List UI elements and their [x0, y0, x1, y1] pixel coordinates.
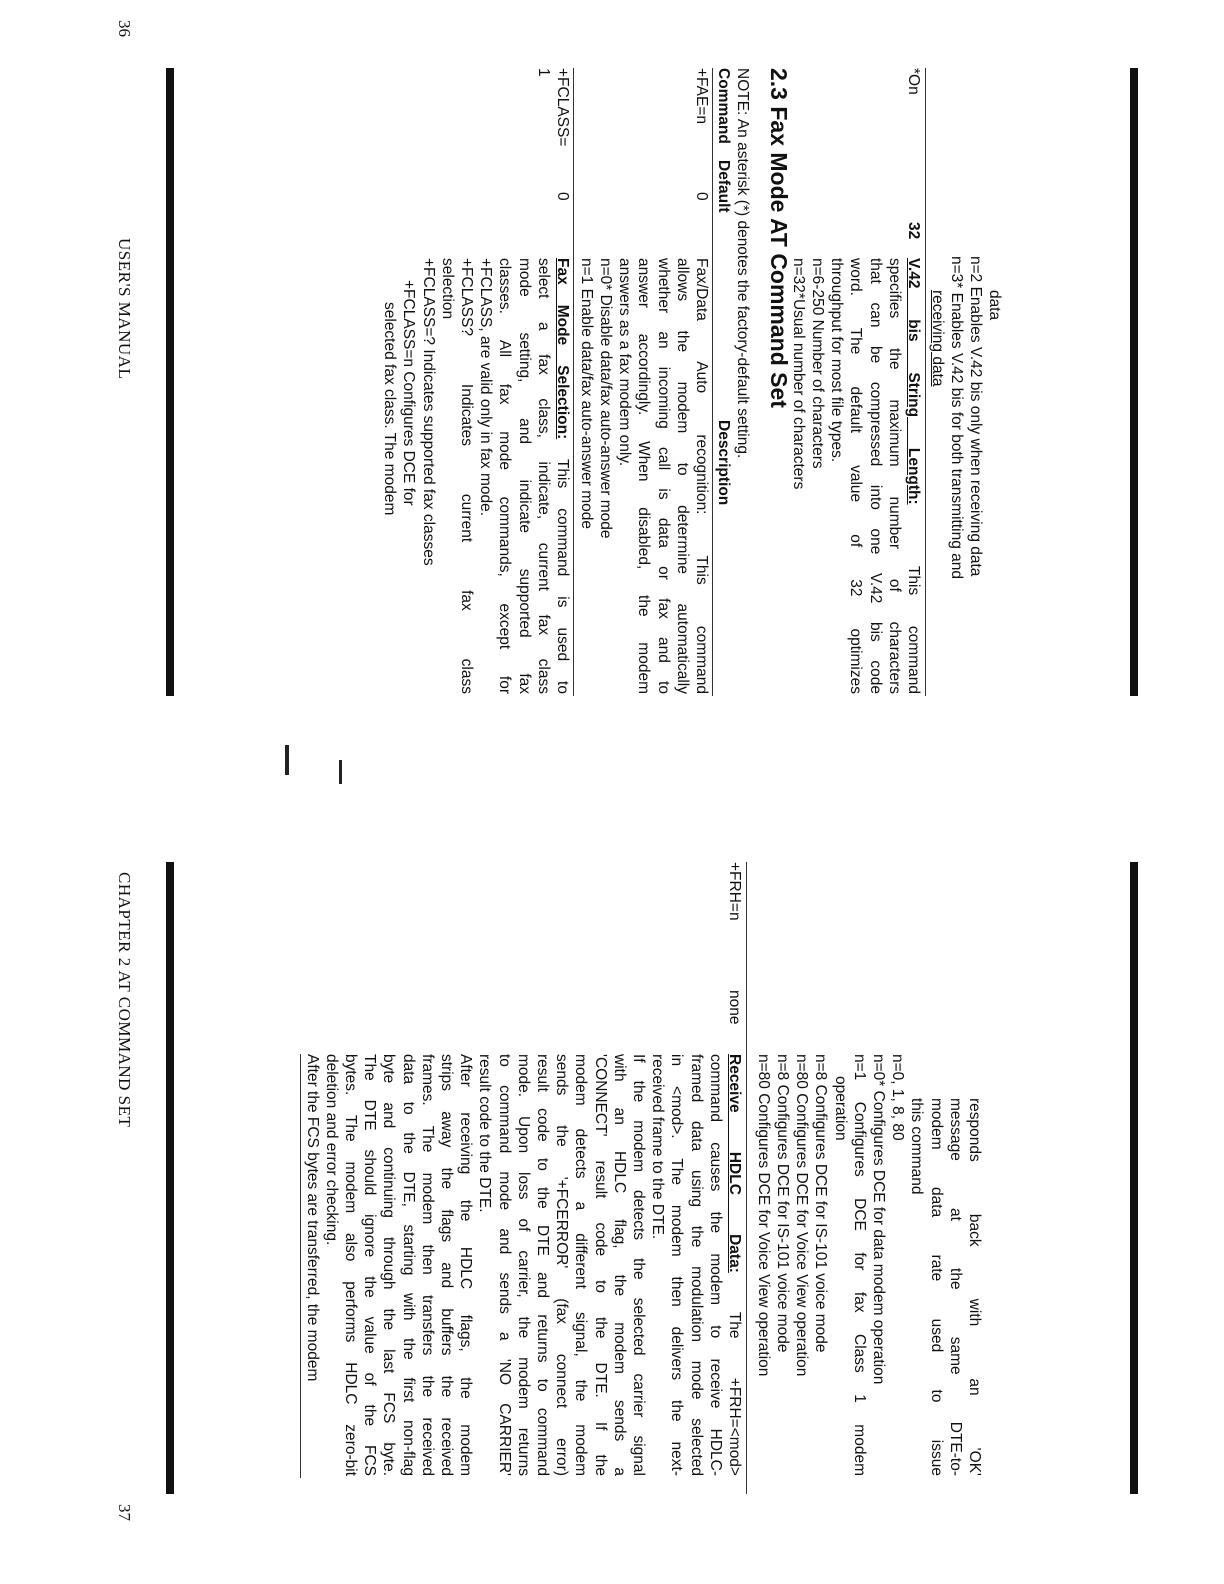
cont-line: receiving data [929, 290, 946, 387]
page-number: 37 [115, 1504, 134, 1521]
cont-line: n=3* Enables V.42 bis for both transmitting and [948, 256, 965, 579]
row-divider [573, 68, 574, 696]
frh-title: Receive HDLC Data: [726, 1054, 743, 1273]
scan-mark [285, 745, 289, 775]
fae-description: Fax/Data Auto recognition: This command allows the modem to determine automatically whether an incoming call is data or fax and to answer accordingly. When disabled, the modem answers as a fax modem only. n=0* Disable data/fax auto-answer mode n=1 Enable data/fax auto-answer mode [577, 258, 710, 694]
row-divider [746, 862, 747, 1494]
command-fclass: +FCLASS= [554, 68, 571, 147]
footer-title: CHAPTER 2 AT COMMAND SET [115, 872, 134, 1128]
v42-title: V.42 bis String Length: [905, 258, 922, 505]
col-default: Default [715, 160, 732, 213]
command-on: *On [905, 68, 922, 95]
fclass-continuation: responds back with an 'OK' message at the same DTE-to- modem data rate used to issue this command n=0, 1, 8, 80 n=0* Configures DCE for data modem operation n=1 Configures DCE for fax Class 1 modem operation n=8 Configures DCE for IS-101 voice mode n=80 Configures DCE for Voice View operation n=8 Configures DCE for IS-101 voice mode n=80 Configures DCE for Voice View operation [754, 1054, 983, 1476]
command-frh: +FRH=n [726, 862, 743, 921]
bottom-rule-bar [166, 68, 174, 696]
col-command: Command [715, 68, 732, 144]
top-rule-bar [1130, 68, 1138, 696]
default-fclass: 0 [554, 192, 571, 201]
row-divider [925, 68, 926, 696]
bottom-divider [300, 1054, 301, 1478]
default-fae: 0 [693, 192, 710, 201]
col-description: Description [715, 420, 732, 506]
footer-title: USER'S MANUAL [115, 238, 134, 380]
cont-line: n=2 Enables V.42 bis only when receiving data [967, 256, 984, 577]
frh-description: Receive HDLC Data: The +FRH=<mod> command causes the modem to receive HDLC- framed data using the modulation mode selected in <mod>. The modem then delivers the next- received frame to the DTE. If the modem detects the selected carrier signal with an HDLC flag, the modem sends a 'CONNECT' result code to the DTE. If the modem detects a different signal, the modem sends the '+FCERROR' (fax connect error) result code to the DTE and returns to command mode. Upon loss of carrier, the modem returns to command mode and sends a 'NO CARRIER' result code to the DTE. After receiving the HDLC flags, the modem strips away the flags and buffers the received frames. The modem then transfers the received data to the DTE, starting with the first non-flag byte and continuing through the last FCS byte. The DTE should ignore the value of the FCS bytes. The modem also performs HDLC zero-bit deletion and error checking. After the FCS bytes are transferred, the modem [303, 1054, 743, 1476]
bottom-rule-bar [166, 862, 174, 1494]
default-frh: none [726, 990, 743, 1025]
fclass-title: Fax Mode Selection: [554, 258, 571, 440]
top-rule-bar [1130, 862, 1138, 1494]
cont-line: data [986, 290, 1003, 321]
command-fclass-cont: 1 [535, 68, 552, 77]
default-on: 32 [905, 222, 922, 240]
section-title: 2.3 Fax Mode AT Command Set [766, 68, 792, 408]
scan-mark [339, 760, 342, 784]
note-text: NOTE: An asterisk (*) denotes the factory-default setting. [734, 68, 751, 459]
v42-description: V.42 bis String Length: This command specifies the maximum number of characters that can be compressed into one V.42 bis code word. The default value of 32 optimizes throughput for most file types. n=6-250 Number of characters n=32*Usual number of characters [789, 258, 922, 694]
page-37 [0, 792, 1224, 1584]
page-number: 36 [115, 20, 134, 37]
command-fae: +FAE=n [693, 68, 710, 125]
header-divider [712, 68, 713, 696]
fclass-description: Fax Mode Selection: This command is used to select a fax class, indicate, current fax class mode setting, and indicate supported fax classes. All fax mode commands, except for +FCLASS, are valid only in fax mode. +FCLASS? Indicates current fax class selection +FCLASS=? Indicates supported fax classes +FCLASS=n Configures DCE for selected fax class. The modem [381, 258, 571, 694]
